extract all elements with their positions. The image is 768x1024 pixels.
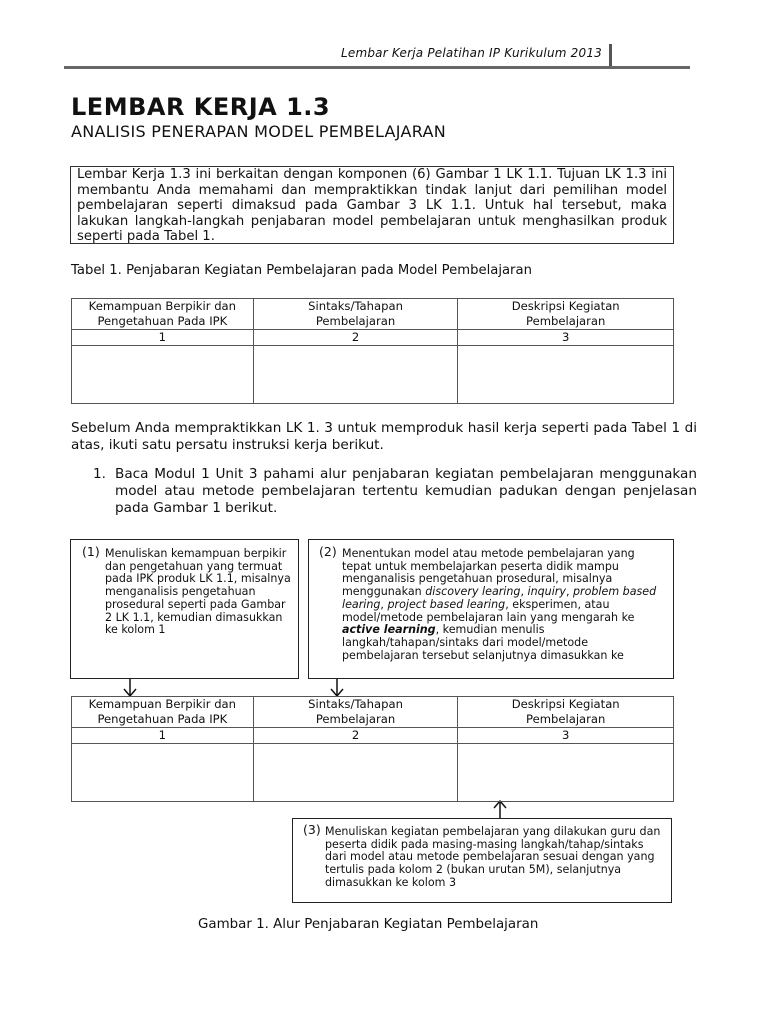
note-3-box bbox=[292, 818, 672, 903]
table-empty-cell bbox=[72, 744, 254, 802]
arrow-down-icon bbox=[124, 679, 136, 696]
table-header-cell: Sintaks/Tahapan Pembelajaran bbox=[253, 299, 458, 330]
note-1-number: (1) bbox=[82, 544, 100, 559]
note-3-text: Menuliskan kegiatan pembelajaran yang dilakukan guru dan peserta didik pada masing-masing langkah/tahap/sintaks dari model atau metode pembelajaran sesuai dengan yang tertulis pada kolom 2 (bukan urutan 5M), selanjutnya dimasukkan ke kolom 3 bbox=[325, 825, 661, 889]
note-3-number: (3) bbox=[303, 822, 321, 837]
step-number: 1. bbox=[93, 466, 106, 482]
note-2-number: (2) bbox=[319, 544, 337, 559]
note-2-text: Menentukan model atau metode pembelajaran yang tepat untuk membelajarkan peserta didik mampu menganalisis pengetahuan prosedural, misalnya menggunakan discovery learing, inquiry, problem based learing, project based learing, eksperimen, atau model/metode pembelajaran lain yang mengarah ke active learning, kemudian menulis langkah/tahapan/sintaks dari model/metode pembelajaran tersebut selanjutnya dimasukkan ke bbox=[342, 547, 657, 662]
instruction-paragraph: Sebelum Anda mempraktikkan LK 1. 3 untuk memproduk hasil kerja seperti pada Tabel 1 di atas, ikuti satu persatu instruksi kerja berikut. bbox=[71, 420, 697, 453]
table-empty-cell bbox=[253, 744, 458, 802]
table-2 bbox=[71, 696, 674, 802]
arrow-down-icon bbox=[331, 679, 343, 696]
arrow-up-icon bbox=[494, 801, 506, 818]
note-1-text: Menuliskan kemampuan berpikir dan pengetahuan yang termuat pada IPK produk LK 1.1, misalnya menganalisis pengetahuan prosedural seperti pada Gambar 2 LK 1.1, kemudian dimasukkan ke kolom 1 bbox=[105, 547, 291, 637]
column-number: 1 bbox=[72, 728, 254, 744]
page-title: LEMBAR KERJA 1.3 bbox=[71, 93, 331, 121]
column-number: 2 bbox=[253, 728, 458, 744]
column-number: 3 bbox=[458, 728, 674, 744]
table-empty-cell bbox=[458, 744, 674, 802]
intro-box: Lembar Kerja 1.3 ini berkaitan dengan komponen (6) Gambar 1 LK 1.1. Tujuan LK 1.3 ini membantu Anda memahami dan mempraktikkan tindak lanjut dari pemilihan model pembelajaran seperti dimaksud pada Gambar 3 LK 1.1. Untuk hal tersebut, maka lakukan langkah-langkah penjabaran model pembelajaran untuk menghasilkan produk seperti pada Tabel 1. bbox=[70, 166, 674, 244]
step-text: Baca Modul 1 Unit 3 pahami alur penjabaran kegiatan pembelajaran menggunakan model atau metode pembelajaran tertentu kemudian padukan dengan penjelasan pada Gambar 1 berikut. bbox=[115, 466, 697, 516]
figure-caption: Gambar 1. Alur Penjabaran Kegiatan Pembelajaran bbox=[198, 917, 539, 932]
table-header-cell: Kemampuan Berpikir dan Pengetahuan Pada IPK bbox=[72, 697, 254, 728]
column-number: 3 bbox=[458, 330, 674, 346]
running-header: Lembar Kerja Pelatihan IP Kurikulum 2013 bbox=[340, 46, 602, 60]
table-header-cell: Kemampuan Berpikir dan Pengetahuan Pada IPK bbox=[72, 299, 254, 330]
column-number: 2 bbox=[253, 330, 458, 346]
table-header-cell: Sintaks/Tahapan Pembelajaran bbox=[253, 697, 458, 728]
table-caption: Tabel 1. Penjabaran Kegiatan Pembelajaran pada Model Pembelajaran bbox=[71, 263, 532, 278]
column-number: 1 bbox=[72, 330, 254, 346]
table-header-cell: Deskripsi Kegiatan Pembelajaran bbox=[458, 299, 674, 330]
table-header-cell: Deskripsi Kegiatan Pembelajaran bbox=[458, 697, 674, 728]
page-subtitle: ANALISIS PENERAPAN MODEL PEMBELAJARAN bbox=[71, 122, 447, 141]
